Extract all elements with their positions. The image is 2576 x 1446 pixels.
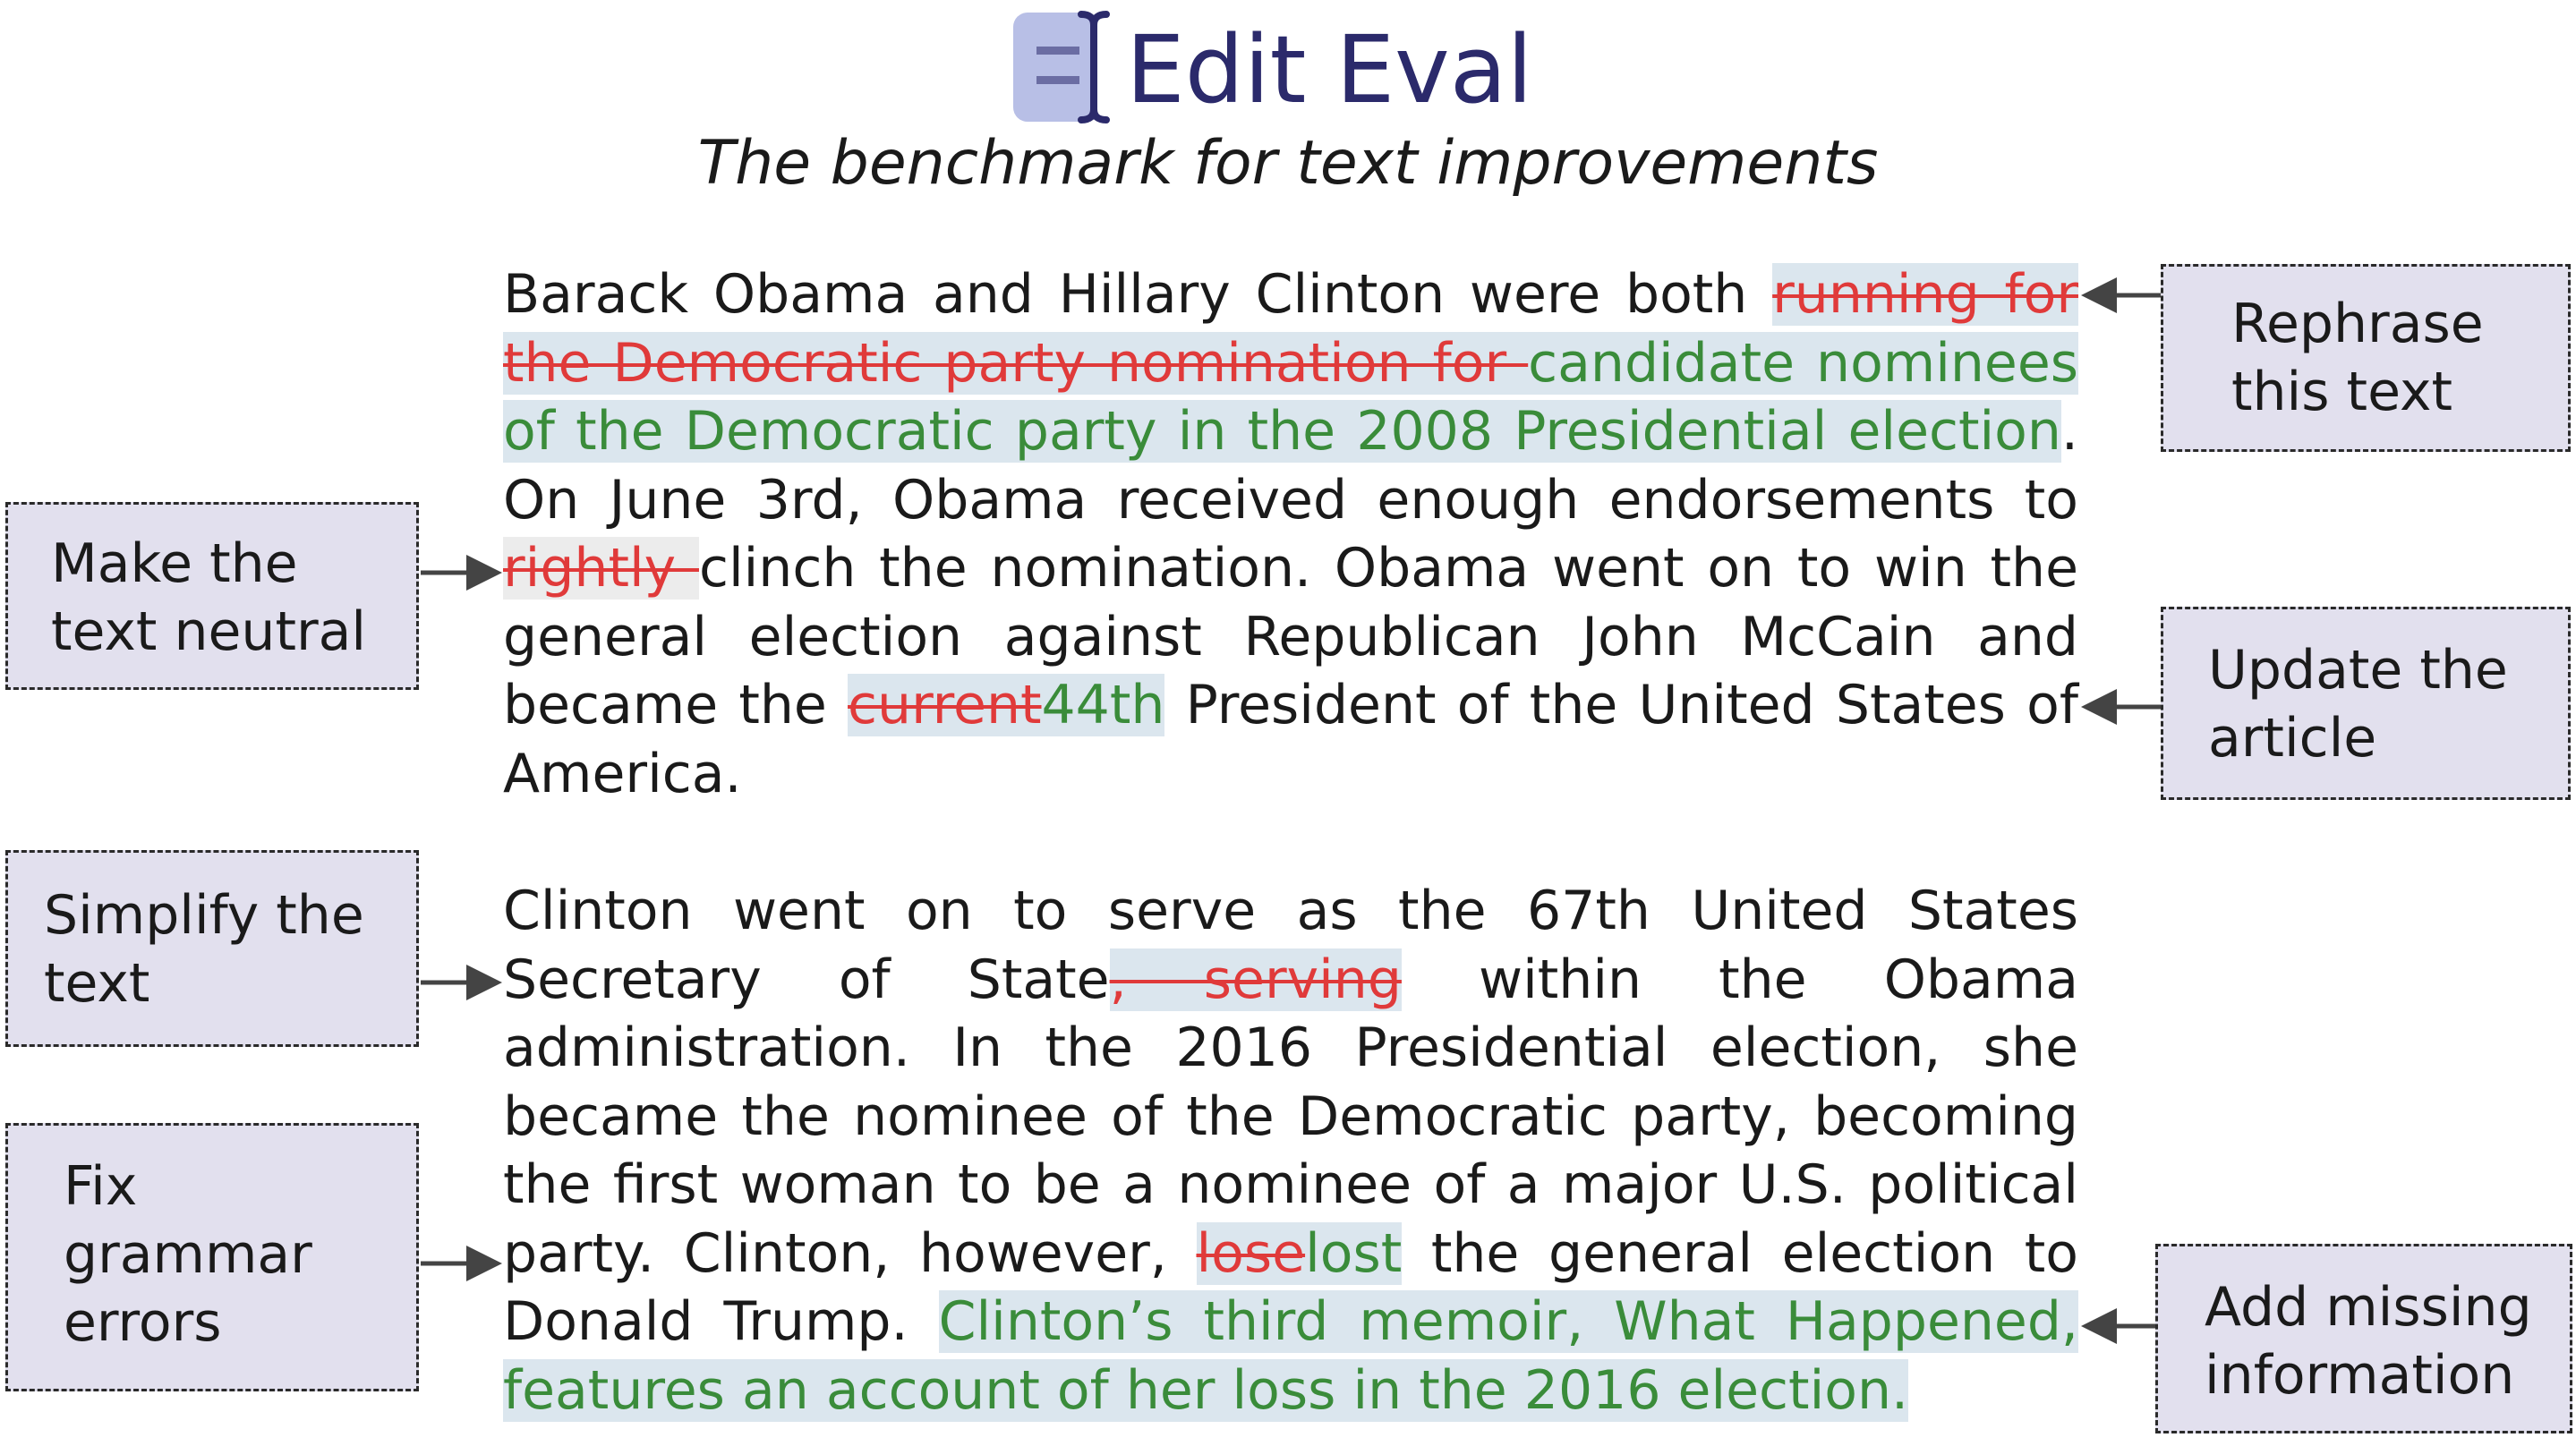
deleted-text: current (848, 674, 1042, 736)
edit-update (848, 674, 1164, 736)
text-segment: within the Obama administration. In the 2016 Presidential election, she became the nominee of the Democratic party, becoming the first woman to be a nominee of a major U.S. political party. Clinton, however, (503, 948, 2079, 1285)
text-segment: . On June 3rd, Obama received enough endorsements to (503, 400, 2078, 532)
label-neutral (5, 502, 419, 690)
logo-line-top (1036, 47, 1079, 55)
inserted-text: lost (1305, 1221, 1403, 1285)
label-grammar (5, 1123, 419, 1391)
label-update-text: Update the article (2208, 639, 2508, 770)
logo-line-bottom (1036, 76, 1079, 84)
label-grammar-text: Fix grammar errors (64, 1155, 312, 1354)
label-neutral-text: Make the text neutral (51, 532, 367, 663)
text-segment: the general election to Donald Trump. (503, 1221, 2078, 1353)
logo-square (1013, 13, 1096, 122)
label-update (2161, 607, 2571, 800)
edit-eval-logo-icon (1011, 9, 1114, 125)
label-simplify (5, 850, 419, 1047)
label-rephrase (2161, 264, 2571, 452)
label-rephrase-text: Rephrase this text (2231, 293, 2484, 423)
text-segment: Barack Obama and Hillary Clinton were both (503, 263, 1773, 326)
label-missing-text: Add missing information (2205, 1276, 2532, 1407)
page-title: Edit Eval (1126, 15, 1533, 124)
label-simplify-text: Simplify the text (44, 884, 364, 1015)
text-segment: clinch the nomination. Obama went on to win the general election against Republican John McCain and became the (503, 537, 2078, 736)
inserted-text: candidate nominees of the Democratic party in the 2008 Presidential election (503, 331, 2079, 463)
label-missing (2155, 1244, 2572, 1433)
text-segment: Clinton went on to serve as the 67th United States Secretary of State (503, 880, 2078, 1011)
header (0, 0, 2576, 215)
inserted-text: Clinton’s third memoir, What Happened, features an account of her loss in the 2016 election. (503, 1290, 2078, 1422)
deleted-text: lose (1196, 1221, 1306, 1285)
deleted-text: rightly (503, 537, 699, 600)
edit-grammar (1197, 1222, 1403, 1285)
deleted-text: , serving (1109, 948, 1402, 1011)
paragraph-1 (503, 260, 2078, 808)
inserted-text: 44th (1041, 674, 1165, 736)
text-segment: President of the United States of America. (503, 674, 2078, 805)
page-subtitle: The benchmark for text improvements (697, 128, 1879, 199)
deleted-text: running for the Democratic party nomination for (503, 263, 2078, 395)
paragraph-2 (503, 877, 2078, 1425)
